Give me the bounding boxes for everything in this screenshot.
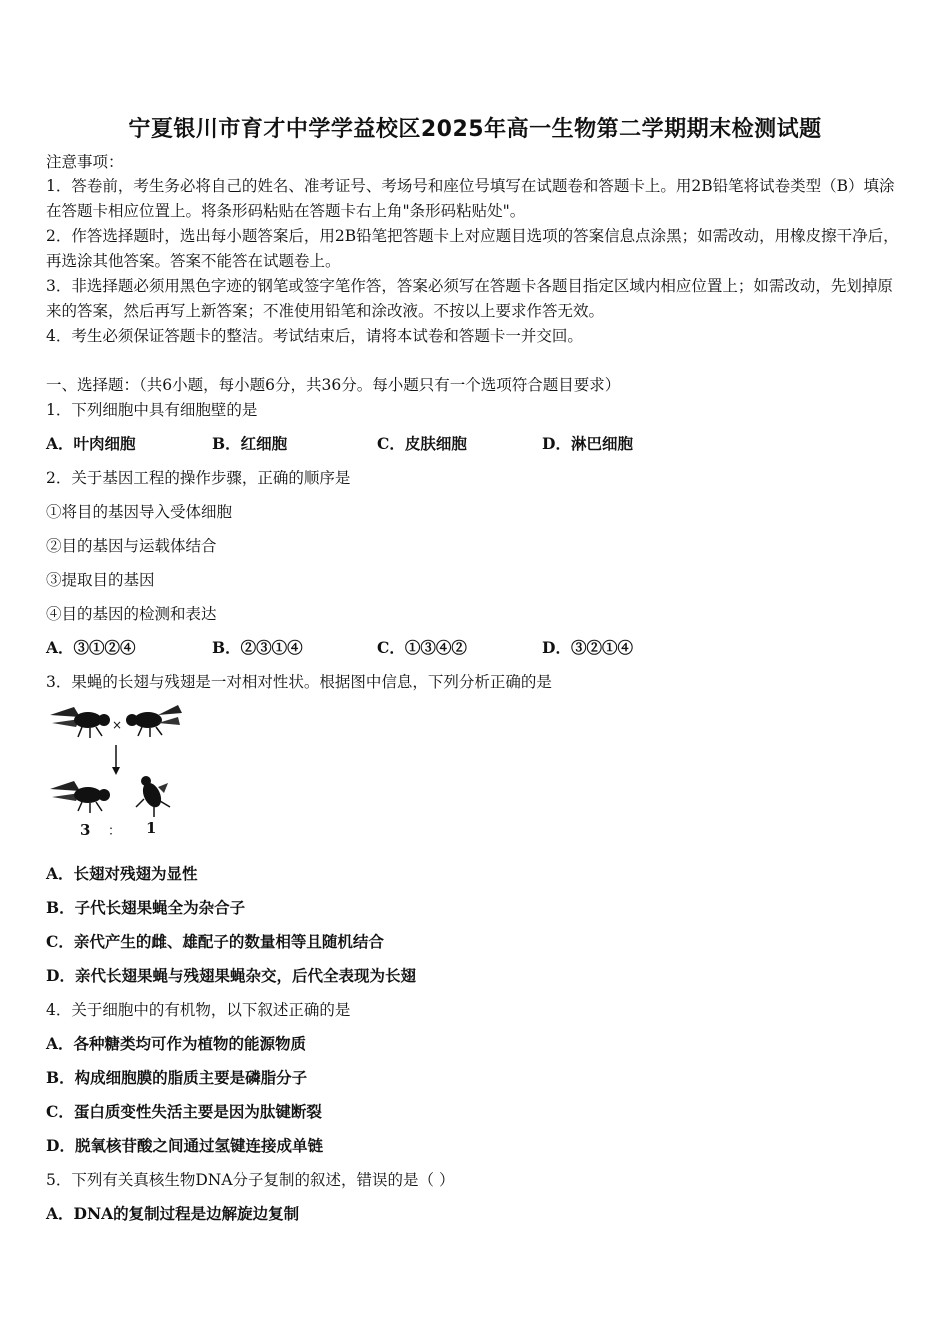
q2-option-b[interactable]: B．②③①④ bbox=[212, 638, 303, 657]
q3-option-a[interactable]: A．长翅对残翅为显性 bbox=[46, 864, 198, 883]
q4-option-c[interactable]: C．蛋白质变性失活主要是因为肽键断裂 bbox=[46, 1102, 322, 1121]
q2-step-2: ②目的基因与运载体结合 bbox=[46, 537, 217, 555]
section-heading: 一、选择题：（共6小题，每小题6分，共36分。每小题只有一个选项符合题目要求） bbox=[46, 376, 621, 394]
question-4-stem: 4．关于细胞中的有机物，以下叙述正确的是 bbox=[46, 1001, 351, 1019]
vestigial-wing-fly-offspring-icon bbox=[136, 776, 170, 817]
cross-symbol: × bbox=[112, 718, 123, 732]
q1-option-a[interactable]: A．叶肉细胞 bbox=[46, 434, 136, 453]
long-wing-fly-parent-2-icon bbox=[126, 705, 182, 737]
q4-option-b[interactable]: B．构成细胞膜的脂质主要是磷脂分子 bbox=[46, 1068, 308, 1087]
q2-option-c[interactable]: C．①③④② bbox=[377, 638, 467, 657]
q5-option-a[interactable]: A．DNA的复制过程是边解旋边复制 bbox=[46, 1204, 300, 1223]
q1-option-c[interactable]: C．皮肤细胞 bbox=[377, 434, 467, 453]
arrow-down-icon bbox=[112, 745, 120, 775]
q3-option-d[interactable]: D．亲代长翅果蝇与残翅果蝇杂交，后代全表现为长翅 bbox=[46, 966, 416, 985]
ratio-left: 3 bbox=[80, 821, 91, 839]
page-title: 宁夏银川市育才中学学益校区2025年高一生物第二学期期末检测试题 bbox=[128, 117, 822, 142]
notice-item-2: 2．作答选择题时，选出每小题答案后，用2B铅笔把答题卡上对应题目选项的答案信息点涂黑；如需改动，用橡皮擦干净后，再选涂其他答案。答案不能答在试题卷上。 bbox=[46, 227, 899, 270]
q2-option-a[interactable]: A．③①②④ bbox=[46, 638, 136, 657]
question-5-stem: 5．下列有关真核生物DNA分子复制的叙述，错误的是（ ） bbox=[46, 1171, 455, 1189]
notice-heading: 注意事项： bbox=[46, 153, 124, 171]
q2-step-4: ④目的基因的检测和表达 bbox=[46, 605, 217, 623]
q1-option-d[interactable]: D．淋巴细胞 bbox=[542, 434, 633, 453]
ratio-right: 1 bbox=[146, 819, 157, 837]
question-1-stem: 1．下列细胞中具有细胞壁的是 bbox=[46, 401, 258, 419]
q2-step-1: ①将目的基因导入受体细胞 bbox=[46, 503, 233, 521]
notice-item-4: 4．考生必须保证答题卡的整洁。考试结束后，请将本试卷和答题卡一并交回。 bbox=[46, 327, 583, 345]
q3-option-b[interactable]: B．子代长翅果蝇全为杂合子 bbox=[46, 898, 246, 917]
question-2-stem: 2．关于基因工程的操作步骤，正确的顺序是 bbox=[46, 469, 351, 487]
ratio-separator: ： bbox=[108, 824, 122, 839]
q4-option-a[interactable]: A．各种糖类均可作为植物的能源物质 bbox=[46, 1034, 307, 1053]
q4-option-d[interactable]: D．脱氧核苷酸之间通过氢键连接成单链 bbox=[46, 1136, 323, 1155]
fruit-fly-cross-figure bbox=[46, 703, 196, 843]
question-3-stem: 3．果蝇的长翅与残翅是一对相对性状。根据图中信息，下列分析正确的是 bbox=[46, 673, 552, 691]
long-wing-fly-offspring-icon bbox=[50, 781, 110, 813]
q2-step-3: ③提取目的基因 bbox=[46, 571, 155, 589]
notice-item-3: 3．非选择题必须用黑色字迹的钢笔或签字笔作答，答案必须写在答题卡各题目指定区域内相应位置上；如需改动，先划掉原来的答案，然后再写上新答案；不准使用铅笔和涂改液。不按以上要求作答无效。 bbox=[46, 277, 893, 320]
long-wing-fly-parent-icon bbox=[50, 707, 110, 738]
notice-item-1: 1．答卷前，考生务必将自己的姓名、准考证号、考场号和座位号填写在试题卷和答题卡上。用2B铅笔将试卷类型（B）填涂在答题卡相应位置上。将条形码粘贴在答题卡右上角"条形码粘贴处"。 bbox=[46, 177, 895, 220]
q3-option-c[interactable]: C．亲代产生的雌、雄配子的数量相等且随机结合 bbox=[46, 932, 384, 951]
q1-option-b[interactable]: B．红细胞 bbox=[212, 434, 288, 453]
q2-option-d[interactable]: D．③②①④ bbox=[542, 638, 633, 657]
